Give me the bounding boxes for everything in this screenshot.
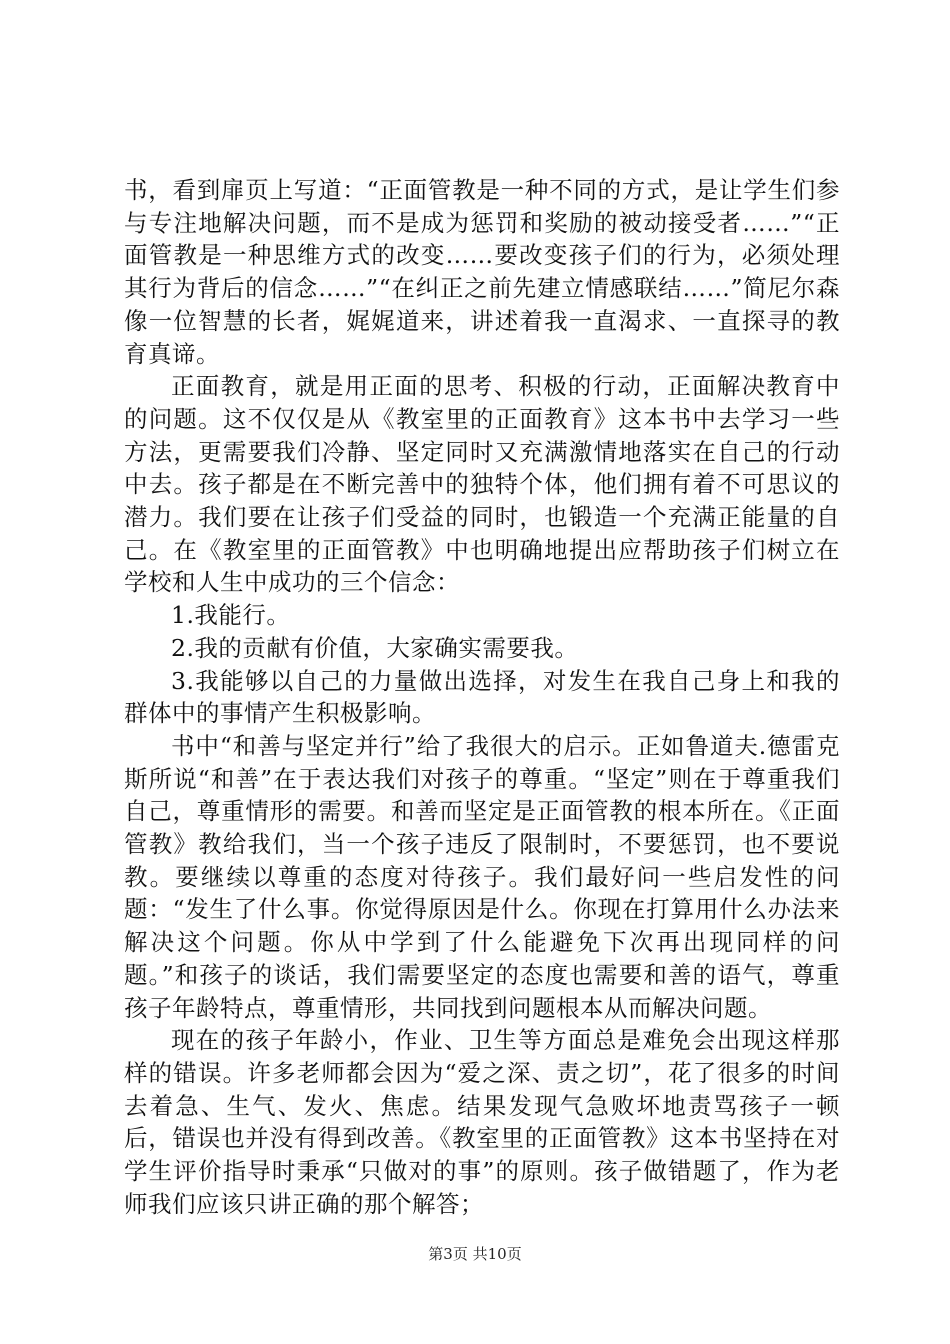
paragraph: 正面教育，就是用正面的思考、积极的行动，正面解决教育中的问题。这不仅仅是从《教室里的正面教育》这本书中去学习一些方法，更需要我们冷静、坚定同时又充满激情地落实在自己的行动中去。孩子都是在不断完善中的独特个体，他们拥有着不可思议的潜力。我们要在让孩子们受益的同时，也锻造一个充满正能量的自己。在《教室里的正面管教》中也明确地提出应帮助孩子们树立在学校和人生中成功的三个信念： — [124, 372, 840, 597]
list-item-belief-1: 1.我能行。 — [171, 601, 291, 630]
paragraph: 现在的孩子年龄小，作业、卫生等方面总是难免会出现这样那样的错误。许多老师都会因为“爱之深、责之切”，花了很多的时间去着急、生气、发火、焦虑。结果发现气急败坏地责骂孩子一顿后，错误也并没有得到改善。《教室里的正面管教》这本书坚持在对学生评价指导时秉承“只做对的事”的原则。孩子做错题了，作为老师我们应该只讲正确的那个解答； — [124, 1026, 840, 1218]
paragraph: 书中“和善与坚定并行”给了我很大的启示。正如鲁道夫.德雷克斯所说“和善”在于表达我们对孩子的尊重。“坚定”则在于尊重我们自己，尊重情形的需要。和善而坚定是正面管教的根本所在。《正面管教》教给我们，当一个孩子违反了限制时，不要惩罚，也不要说教。要继续以尊重的态度对待孩子。我们最好问一些启发性的问题：“发生了什么事。你觉得原因是什么。你现在打算用什么办法来解决这个问题。你从中学到了什么能避免下次再出现同样的问题。”和孩子的谈话，我们需要坚定的态度也需要和善的语气，尊重孩子年龄特点，尊重情形，共同找到问题根本从而解决问题。 — [124, 731, 840, 1022]
page-footer: 第3页 共10页 — [428, 1245, 522, 1263]
paragraph-continuation: 书，看到扉页上写道：“正面管教是一种不同的方式，是让学生们参与专注地解决问题，而不是成为惩罚和奖励的被动接受者……”“正面管教是一种思维方式的改变……要改变孩子们的行为，必须处理其行为背后的信念……”“在纠正之前先建立情感联结……”简尼尔森像一位智慧的长者，娓娓道来，讲述着我一直渴求、一直探寻的教育真谛。 — [124, 176, 840, 368]
list-item-belief-2: 2.我的贡献有价值，大家确实需要我。 — [171, 633, 579, 662]
list-item-belief-3: 3.我能够以自己的力量做出选择，对发生在我自己身上和我的群体中的事情产生积极影响。 — [124, 666, 840, 728]
body-text — [124, 174, 840, 1221]
